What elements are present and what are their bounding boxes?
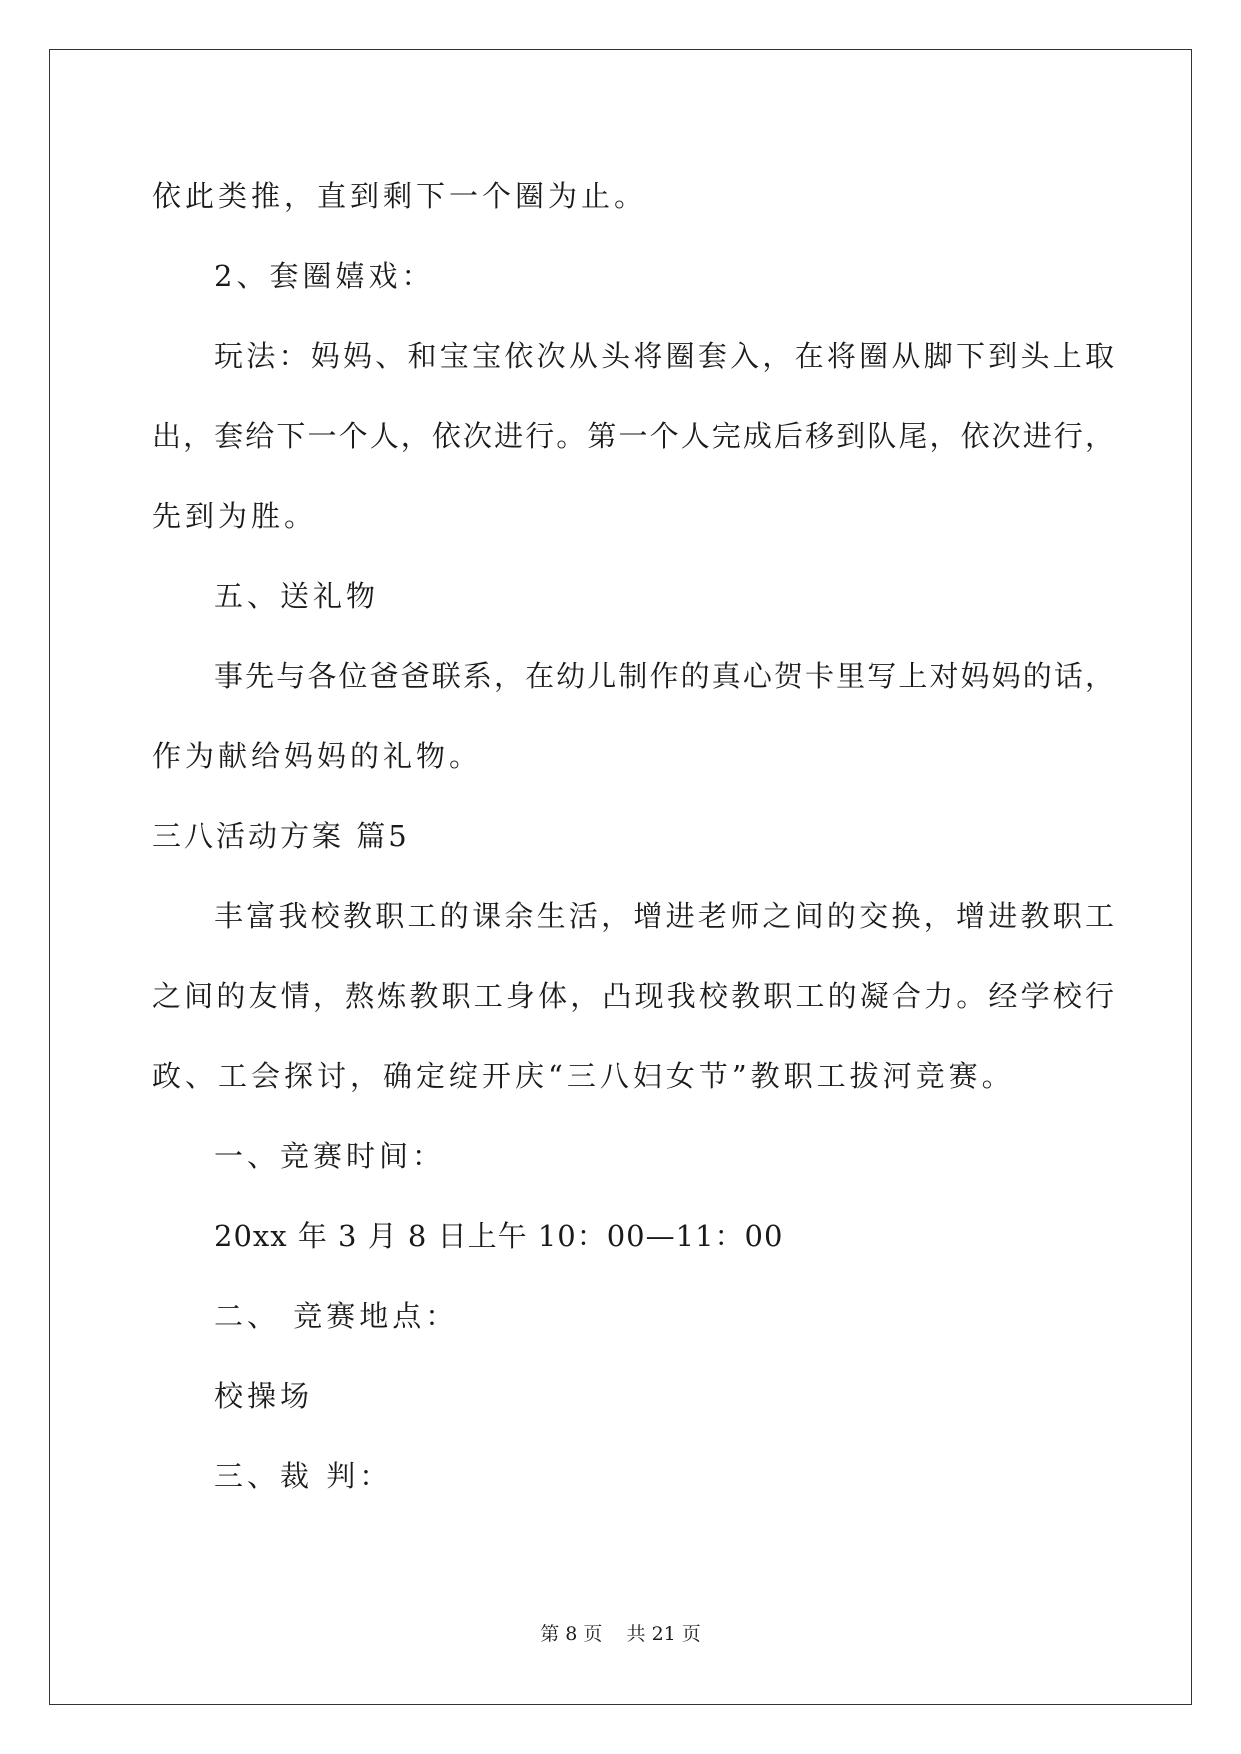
- paragraph-line: 先到为胜。: [152, 499, 318, 533]
- paragraph-line: 政、工会探讨，确定绽开庆“三八妇女节”教职工拔河竞赛。: [152, 1059, 1015, 1093]
- paragraph-line: 依此类推，直到剩下一个圈为止。: [152, 179, 648, 213]
- paragraph-line: 玩法：妈妈、和宝宝依次从头将圈套入，在将圈从脚下到头上取: [214, 339, 1114, 373]
- section-heading-gifts: 五、送礼物: [214, 579, 380, 613]
- section-heading-referee: 三、裁 判：: [214, 1459, 393, 1493]
- paragraph-line: 事先与各位爸爸联系，在幼儿制作的真心贺卡里写上对妈妈的话，: [214, 659, 1114, 693]
- section-heading-location: 二、 竞赛地点：: [214, 1299, 459, 1333]
- paragraph-line: 丰富我校教职工的课余生活，增进老师之间的交换，增进教职工: [214, 899, 1114, 933]
- competition-time: 20xx 年 3 月 8 日上午 10：00—11：00: [214, 1219, 784, 1253]
- section-heading-time: 一、竞赛时间：: [214, 1139, 446, 1173]
- competition-location: 校操场: [214, 1379, 314, 1413]
- paragraph-line: 作为献给妈妈的礼物。: [152, 739, 483, 773]
- paragraph-line: 之间的友情，熬炼教职工身体，凸现我校教职工的凝合力。经学校行: [152, 979, 1114, 1013]
- page-number: 第 8 页 共 21 页: [540, 1623, 701, 1645]
- subheading-ring-game: 2、套圈嬉戏：: [214, 259, 435, 293]
- section-title: 三八活动方案 篇5: [152, 819, 410, 853]
- paragraph-line: 出，套给下一个人，依次进行。第一个人完成后移到队尾，依次进行，: [152, 419, 1114, 453]
